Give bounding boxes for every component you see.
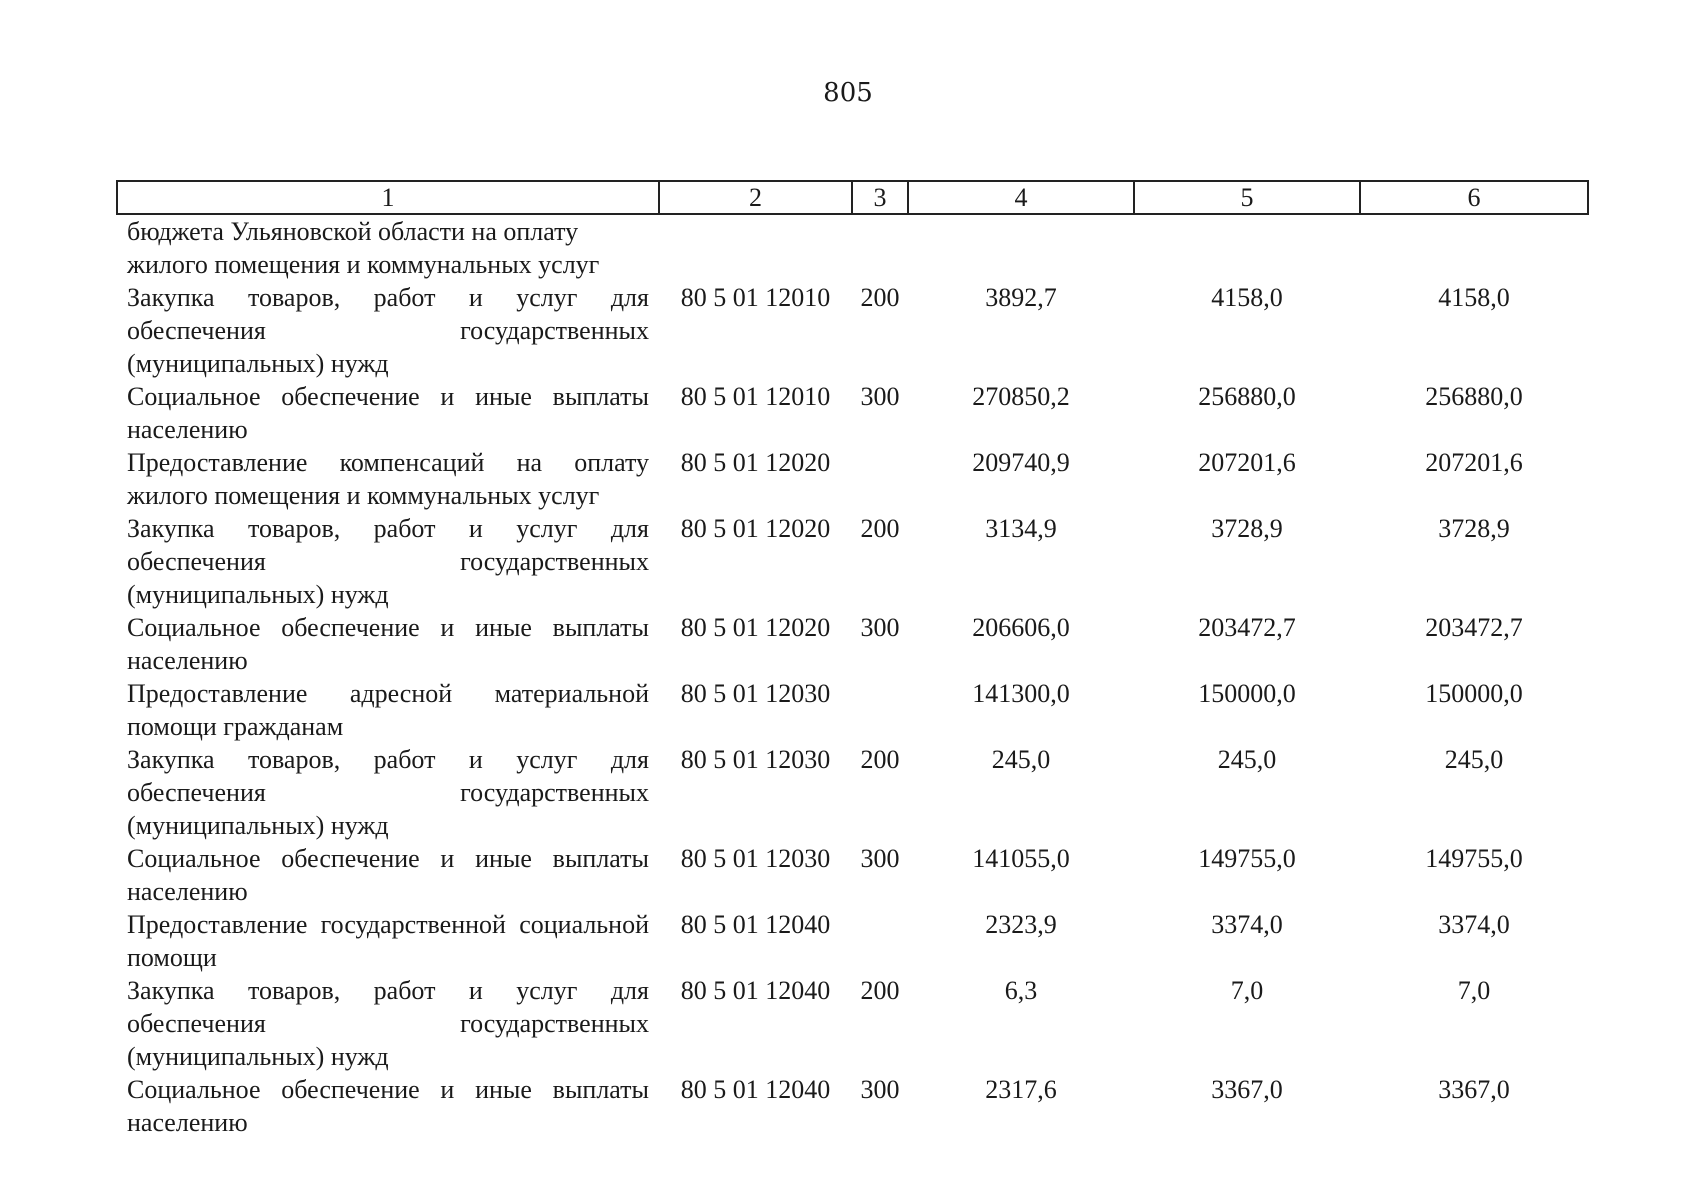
- column-header-3: 3: [852, 181, 908, 214]
- row-value-6: 3367,0: [1438, 1075, 1510, 1104]
- row-name: Предоставление адресной материальной помощи гражданам: [127, 679, 649, 741]
- table-row: [117, 446, 1588, 512]
- table-row: [117, 974, 1588, 1073]
- table-body: [117, 214, 1588, 1139]
- row-value-4: 270850,2: [972, 382, 1070, 411]
- table-row: [117, 677, 1588, 743]
- row-value-6: 256880,0: [1425, 382, 1523, 411]
- budget-table: [116, 180, 1589, 1139]
- table-row: [117, 611, 1588, 677]
- table-row: [117, 214, 1588, 281]
- table-row: [117, 512, 1588, 611]
- row-value-5: 3374,0: [1211, 910, 1283, 939]
- row-type: [852, 677, 908, 743]
- row-value-6: 3728,9: [1438, 514, 1510, 543]
- row-code: 80 5 01 12010: [680, 283, 831, 312]
- header-row: [117, 181, 1588, 214]
- column-header-2: 2: [659, 181, 852, 214]
- row-name: Социальное обеспечение и иные выплаты населению: [127, 844, 649, 906]
- row-value-4: 6,3: [1004, 976, 1038, 1005]
- row-name: Предоставление государственной социальной помощи: [127, 910, 649, 972]
- row-value-4: 3892,7: [985, 283, 1057, 312]
- row-value-5: 4158,0: [1211, 283, 1283, 312]
- row-code: 80 5 01 12020: [680, 514, 831, 543]
- row-type: 200: [860, 976, 900, 1005]
- row-value-6: 149755,0: [1425, 844, 1523, 873]
- row-value-4: [908, 214, 1134, 281]
- row-name: Социальное обеспечение и иные выплаты населению: [127, 382, 649, 444]
- column-header-1: 1: [117, 181, 659, 214]
- row-type: 300: [860, 844, 900, 873]
- row-code: 80 5 01 12040: [680, 976, 831, 1005]
- row-name: бюджета Ульяновской области на оплату жилого помещения и коммунальных услуг: [127, 217, 600, 279]
- table-header: [117, 181, 1588, 214]
- row-value-5: 245,0: [1217, 745, 1277, 774]
- row-code: 80 5 01 12040: [680, 1075, 831, 1104]
- row-value-6: [1360, 214, 1588, 281]
- row-value-5: 149755,0: [1198, 844, 1296, 873]
- row-type: 200: [860, 514, 900, 543]
- row-value-6: 207201,6: [1425, 448, 1523, 477]
- row-value-5: 207201,6: [1198, 448, 1296, 477]
- row-value-5: 3367,0: [1211, 1075, 1283, 1104]
- row-code: [659, 214, 852, 281]
- row-value-4: 3134,9: [985, 514, 1057, 543]
- row-code: 80 5 01 12030: [680, 745, 831, 774]
- column-header-5: 5: [1134, 181, 1360, 214]
- row-value-5: [1134, 214, 1360, 281]
- row-type: 300: [860, 382, 900, 411]
- row-value-5: 7,0: [1230, 976, 1264, 1005]
- row-value-4: 141300,0: [972, 679, 1070, 708]
- table-row: [117, 1073, 1588, 1139]
- row-name: Социальное обеспечение и иные выплаты населению: [127, 613, 649, 675]
- row-value-4: 209740,9: [972, 448, 1070, 477]
- row-name: Закупка товаров, работ и услуг для обеспечения государственных (муниципальных) нужд: [127, 976, 649, 1071]
- table-row: [117, 743, 1588, 842]
- page-number: 805: [823, 78, 873, 108]
- row-code: 80 5 01 12020: [680, 448, 831, 477]
- row-value-5: 150000,0: [1198, 679, 1296, 708]
- row-code: 80 5 01 12010: [680, 382, 831, 411]
- row-value-5: 203472,7: [1198, 613, 1296, 642]
- row-code: 80 5 01 12040: [680, 910, 831, 939]
- row-value-6: 4158,0: [1438, 283, 1510, 312]
- row-value-5: 256880,0: [1198, 382, 1296, 411]
- row-value-6: 203472,7: [1425, 613, 1523, 642]
- row-value-6: 7,0: [1457, 976, 1491, 1005]
- row-type: [852, 214, 908, 281]
- row-code: 80 5 01 12030: [680, 844, 831, 873]
- row-name: Социальное обеспечение и иные выплаты населению: [127, 1075, 649, 1137]
- row-name: Закупка товаров, работ и услуг для обеспечения государственных (муниципальных) нужд: [127, 283, 649, 378]
- table-row: [117, 908, 1588, 974]
- row-value-4: 2317,6: [985, 1075, 1057, 1104]
- table-row: [117, 380, 1588, 446]
- row-value-4: 245,0: [991, 745, 1051, 774]
- row-type: 300: [860, 1075, 900, 1104]
- column-header-6: 6: [1360, 181, 1588, 214]
- table-row: [117, 281, 1588, 380]
- row-name: Закупка товаров, работ и услуг для обеспечения государственных (муниципальных) нужд: [127, 514, 649, 609]
- row-type: [852, 446, 908, 512]
- row-value-4: 141055,0: [972, 844, 1070, 873]
- row-type: 200: [860, 745, 900, 774]
- row-value-6: 245,0: [1444, 745, 1504, 774]
- row-type: 200: [860, 283, 900, 312]
- row-value-4: 206606,0: [972, 613, 1070, 642]
- row-value-6: 150000,0: [1425, 679, 1523, 708]
- row-value-5: 3728,9: [1211, 514, 1283, 543]
- row-code: 80 5 01 12020: [680, 613, 831, 642]
- row-value-6: 3374,0: [1438, 910, 1510, 939]
- table-row: [117, 842, 1588, 908]
- row-name: Предоставление компенсаций на оплату жилого помещения и коммунальных услуг: [127, 448, 649, 510]
- column-header-4: 4: [908, 181, 1134, 214]
- row-name: Закупка товаров, работ и услуг для обеспечения государственных (муниципальных) нужд: [127, 745, 649, 840]
- row-code: 80 5 01 12030: [680, 679, 831, 708]
- row-type: [852, 908, 908, 974]
- row-value-4: 2323,9: [985, 910, 1057, 939]
- row-type: 300: [860, 613, 900, 642]
